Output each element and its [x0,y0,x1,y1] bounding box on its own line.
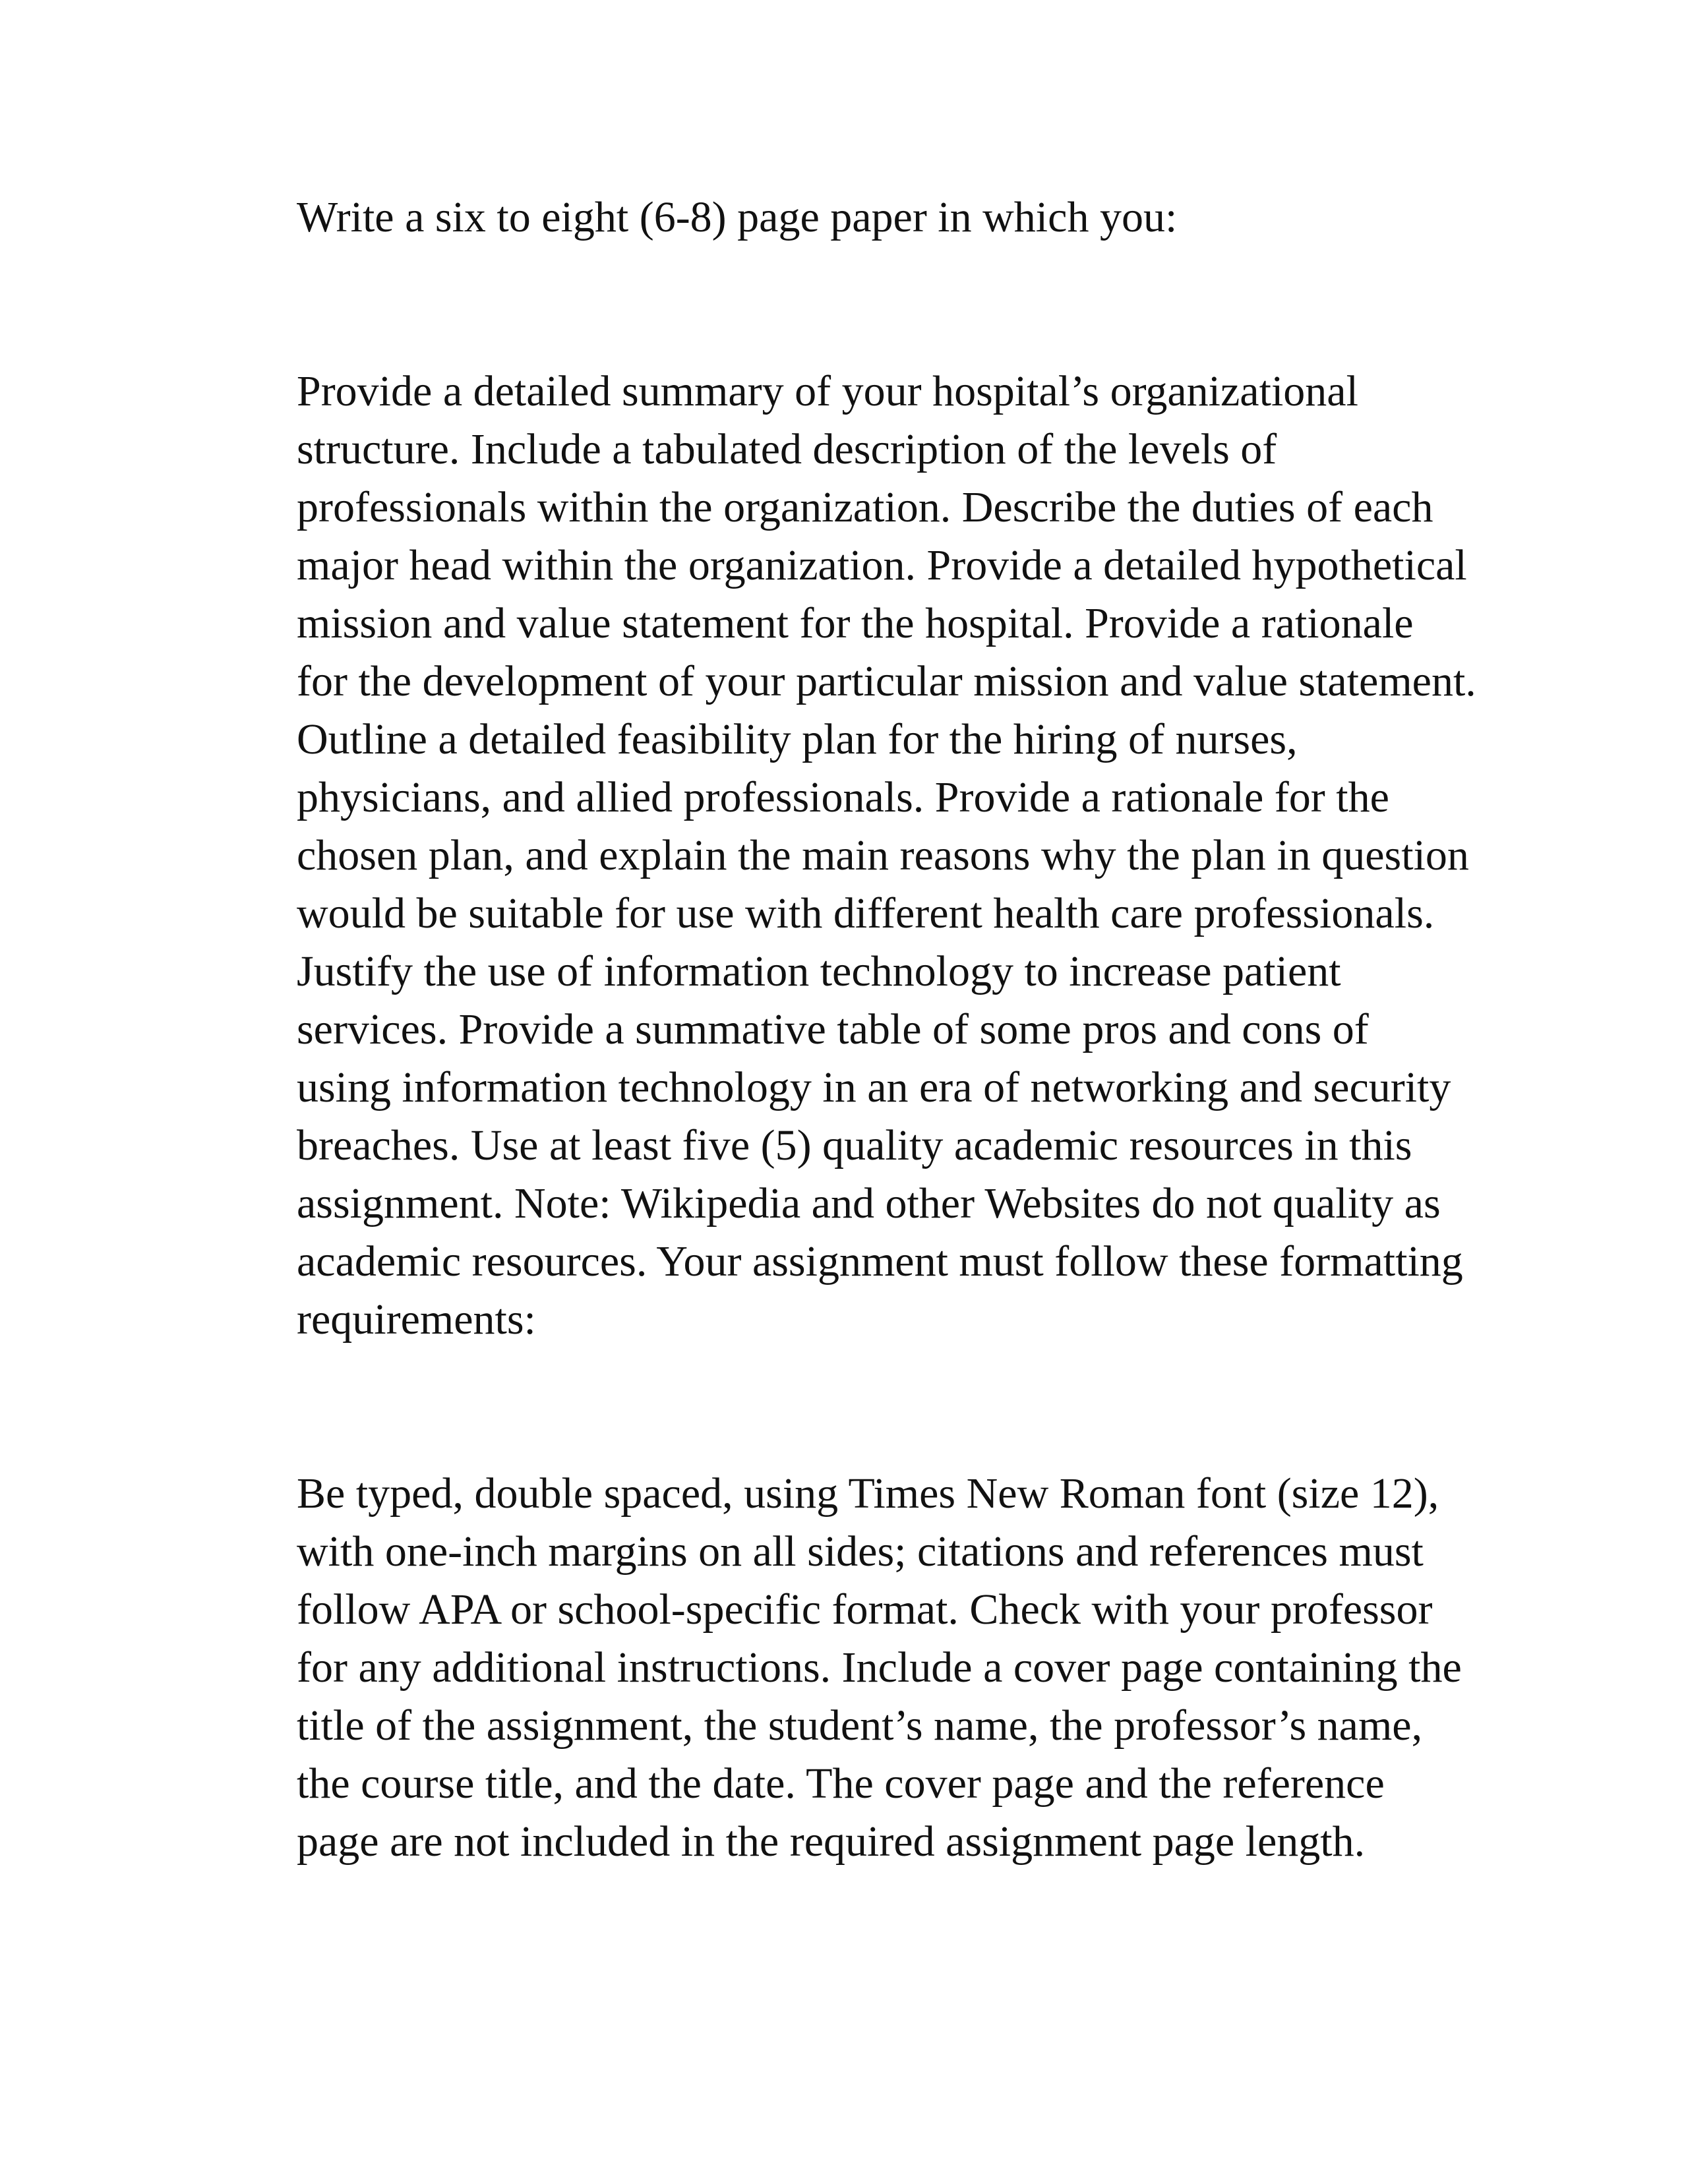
requirements-line: requirements: [297,1295,536,1343]
requirements-line: Provide a detailed summary of your hospital’s organizational [297,367,1358,415]
formatting-line: the course title, and the date. The cover page and the reference [297,1759,1385,1808]
intro-line: Write a six to eight (6-8) page paper in which you: [297,193,1178,241]
requirements-line: academic resources. Your assignment must follow these formatting [297,1237,1463,1285]
requirements-line: services. Provide a summative table of some pros and cons of [297,1005,1369,1053]
formatting-line: follow APA or school-specific format. Check with your professor [297,1585,1433,1634]
requirements-line: mission and value statement for the hospital. Provide a rationale [297,599,1414,647]
requirements-line: major head within the organization. Provide a detailed hypothetical [297,541,1467,589]
requirements-line: structure. Include a tabulated description of the levels of [297,425,1277,473]
requirements-line: breaches. Use at least five (5) quality academic resources in this [297,1121,1412,1169]
requirements-line: for the development of your particular mission and value statement. [297,657,1476,705]
requirements-line: would be suitable for use with different health care professionals. [297,889,1435,937]
formatting-line: with one-inch margins on all sides; citations and references must [297,1527,1424,1576]
formatting-line: title of the assignment, the student’s name, the professor’s name, [297,1701,1423,1750]
requirements-line: using information technology in an era of networking and security [297,1063,1451,1111]
requirements-line: professionals within the organization. Describe the duties of each [297,483,1433,531]
requirements-line: Justify the use of information technology to increase patient [297,947,1341,995]
requirements-line: chosen plan, and explain the main reasons why the plan in question [297,831,1469,879]
formatting-line: for any additional instructions. Include a cover page containing the [297,1643,1462,1692]
formatting-line: page are not included in the required assignment page length. [297,1817,1366,1866]
requirements-line: Outline a detailed feasibility plan for the hiring of nurses, [297,715,1298,763]
formatting-line: Be typed, double spaced, using Times New Roman font (size 12), [297,1469,1439,1518]
requirements-line: assignment. Note: Wikipedia and other Websites do not quality as [297,1179,1441,1227]
requirements-line: physicians, and allied professionals. Provide a rationale for the [297,773,1389,821]
